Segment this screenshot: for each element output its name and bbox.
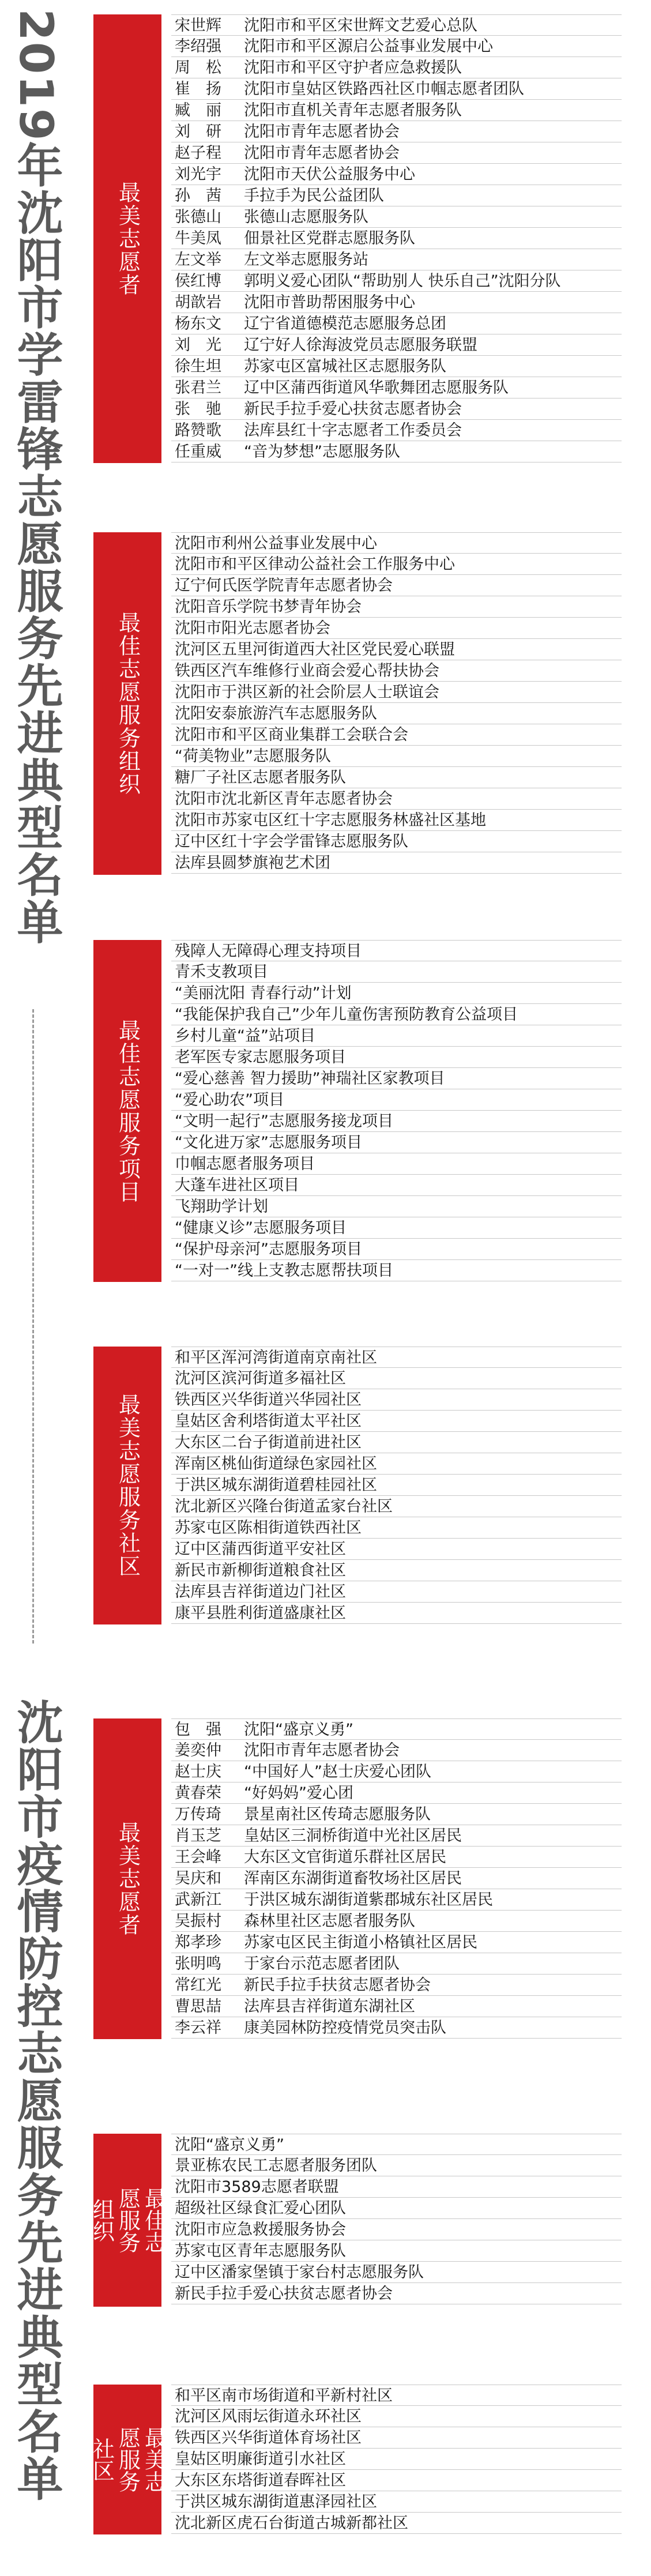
project-name: 大蓬车进社区项目 — [175, 1176, 299, 1194]
volunteer-unit: 大东区文官街道乐群社区居民 — [244, 1848, 446, 1866]
volunteer-name: 万传琦 — [175, 1806, 221, 1823]
project-name: 青禾支教项目 — [175, 963, 268, 981]
volunteer-unit: 张德山志愿服务队 — [244, 208, 368, 226]
community-name: 沈北新区虎石台街道古城新都社区 — [175, 2514, 408, 2532]
list-item — [171, 1368, 622, 1389]
list-item — [171, 1475, 622, 1496]
list-item — [171, 596, 622, 618]
volunteer-name: 徐生坦 — [175, 358, 221, 375]
list-item — [171, 703, 622, 724]
list-item — [171, 660, 622, 682]
volunteer-name: 常红光 — [175, 1976, 221, 1994]
list-item — [171, 1889, 622, 1911]
section-epidemic-communities — [89, 2385, 622, 2534]
list-item — [171, 1782, 622, 1804]
project-name: “健康义诊”志愿服务项目 — [175, 1219, 347, 1237]
entry-list — [171, 1347, 622, 1624]
section-label-box — [93, 940, 161, 1282]
volunteer-name: 李云祥 — [175, 2019, 221, 2037]
list-item — [171, 810, 622, 831]
list-item — [171, 746, 622, 767]
list-item — [171, 1175, 622, 1196]
project-name: 巾帼志愿者服务项目 — [175, 1155, 315, 1173]
list-item — [171, 441, 622, 462]
organization-name: 沈阳市和平区律动公益社会工作服务中心 — [175, 555, 455, 573]
volunteer-unit: 沈阳市青年志愿者协会 — [244, 1742, 400, 1759]
volunteer-unit: 郭明义爱心团队“帮助别人 快乐自己”沈阳分队 — [244, 272, 561, 290]
list-item — [171, 36, 622, 57]
organization-name: 沈阳安泰旅游汽车志愿服务队 — [175, 705, 377, 723]
volunteer-name: 左文举 — [175, 251, 221, 269]
volunteer-unit: 沈阳市和平区守护者应急救援队 — [244, 59, 462, 77]
organization-name: 辽中区红十字会学雷锋志愿服务队 — [175, 833, 408, 851]
volunteer-unit: 于家台示范志愿者团队 — [244, 1955, 400, 1973]
volunteer-name: 吴庆和 — [175, 1870, 221, 1887]
list-item — [171, 1539, 622, 1560]
community-name: 新民市新柳街道粮食社区 — [175, 1562, 346, 1580]
project-name: “文化进万家”志愿服务项目 — [175, 1134, 362, 1152]
list-item — [171, 2406, 622, 2427]
section-epidemic-volunteers — [93, 1718, 622, 2039]
volunteer-name: 吴振村 — [175, 1912, 221, 1930]
volunteer-unit: “音为梦想”志愿服务队 — [244, 443, 400, 461]
list-item — [171, 2513, 622, 2534]
list-item — [171, 206, 622, 228]
volunteer-name: 武新江 — [175, 1891, 221, 1909]
community-name: 大东区东塔街道春晖社区 — [175, 2472, 346, 2489]
list-item — [171, 831, 622, 852]
list-item — [171, 14, 622, 36]
list-item — [171, 57, 622, 78]
community-name: 沈河区滨河街道多福社区 — [175, 1370, 346, 1387]
list-item — [171, 2155, 622, 2176]
list-item — [171, 100, 622, 121]
list-item — [171, 2449, 622, 2470]
organization-name: “荷美物业”志愿服务队 — [175, 747, 331, 765]
list-item — [171, 2491, 622, 2513]
section-label-box — [93, 1718, 161, 2039]
list-item — [171, 2219, 622, 2240]
volunteer-unit: 辽宁好人徐海波党员志愿服务联盟 — [244, 336, 477, 354]
list-item — [171, 2017, 622, 2039]
list-item — [171, 142, 622, 164]
community-name: 于洪区城东湖街道惠泽园社区 — [175, 2493, 377, 2511]
volunteer-unit: 左文举志愿服务站 — [244, 251, 368, 269]
list-item — [171, 1347, 622, 1368]
page-title-epidemic: 沈阳市疫情防控志愿服务先进典型名单 — [9, 1698, 63, 2502]
list-item — [171, 639, 622, 660]
section-label: 最美志愿服务社区 — [89, 2427, 167, 2492]
community-name: 苏家屯区陈相街道铁西社区 — [175, 1519, 362, 1537]
list-item — [171, 1868, 622, 1889]
list-item — [171, 2176, 622, 2198]
organization-name: 法库县圆梦旗袍艺术团 — [175, 854, 330, 872]
list-item — [171, 228, 622, 249]
list-item — [171, 1517, 622, 1539]
community-name: 和平区南市场街道和平新村社区 — [175, 2387, 393, 2405]
list-item — [171, 2283, 622, 2304]
list-item — [171, 1239, 622, 1260]
list-item — [171, 724, 622, 746]
list-item — [171, 1953, 622, 1975]
volunteer-name: 郑孝珍 — [175, 1934, 221, 1951]
volunteer-name: 张 驰 — [175, 400, 221, 418]
section-best-communities-2019 — [93, 1347, 622, 1624]
organization-name: 沈阳音乐学院书梦青年协会 — [175, 598, 362, 616]
project-name: 乡村儿童“益”站项目 — [175, 1027, 315, 1045]
list-item — [171, 575, 622, 596]
organization-name: 沈阳市于洪区新的社会阶层人士联谊会 — [175, 683, 439, 701]
volunteer-unit: 沈阳市直机关青年志愿者服务队 — [244, 101, 462, 119]
volunteer-name: 路赞歌 — [175, 422, 221, 439]
list-item — [171, 1389, 622, 1411]
section-label: 最美志愿者 — [115, 1821, 141, 1936]
list-item — [171, 1153, 622, 1175]
volunteer-name: 李绍强 — [175, 37, 221, 55]
community-name: 皇姑区舍利塔街道太平社区 — [175, 1412, 362, 1430]
list-item — [171, 1089, 622, 1111]
list-item — [171, 852, 622, 874]
list-item — [171, 2385, 622, 2406]
list-item — [171, 682, 622, 703]
organization-name: 沈阳市利州公益事业发展中心 — [175, 535, 377, 552]
project-name: “美丽沈阳 青春行动”计划 — [175, 984, 352, 1002]
volunteer-unit: 沈阳市普助帮困服务中心 — [244, 294, 415, 311]
volunteer-unit: 新民手拉手爱心扶贫志愿者协会 — [244, 400, 462, 418]
section-label: 最美志愿服务社区 — [115, 1393, 141, 1578]
organization-name: 苏家屯区青年志愿服务队 — [175, 2242, 346, 2260]
list-item — [171, 1932, 622, 1953]
list-item — [171, 2198, 622, 2219]
project-name: 飞翔助学计划 — [175, 1198, 268, 1216]
volunteer-unit: 苏家屯区民主街道小格镇社区居民 — [244, 1934, 477, 1951]
section-label-box — [89, 2385, 167, 2534]
list-item — [171, 961, 622, 983]
volunteer-unit: 森林里社区志愿者服务队 — [244, 1912, 415, 1930]
list-item — [171, 2240, 622, 2262]
list-item — [171, 2470, 622, 2491]
list-item — [171, 377, 622, 398]
entry-list — [171, 2134, 622, 2307]
list-item — [171, 554, 622, 575]
volunteer-unit: 沈阳市皇姑区铁路西社区巾帼志愿者团队 — [244, 80, 524, 98]
section-label-box — [93, 532, 161, 875]
volunteer-name: 张君兰 — [175, 379, 221, 397]
section-label: 最佳志愿服务组织 — [115, 611, 141, 796]
organization-name: 超级社区绿食汇爱心团队 — [175, 2199, 346, 2217]
volunteer-name: 肖玉芝 — [175, 1827, 221, 1845]
volunteer-name: 赵士庆 — [175, 1763, 221, 1781]
community-name: 法库县吉祥街道边门社区 — [175, 1583, 346, 1601]
community-name: 皇姑区明廉街道引水社区 — [175, 2450, 346, 2468]
organization-name: 沈阳市应急救援服务协会 — [175, 2221, 346, 2239]
list-item — [171, 1132, 622, 1153]
list-item — [171, 2134, 622, 2155]
project-name: “一对一”线上支教志愿帮扶项目 — [175, 1262, 393, 1280]
organization-name: 沈阳市和平区商业集群工会联合会 — [175, 726, 408, 744]
volunteer-name: 赵子程 — [175, 144, 221, 162]
list-item — [171, 1004, 622, 1025]
section-epidemic-organizations — [89, 2134, 622, 2307]
community-name: 铁西区兴华街道体育场社区 — [175, 2429, 362, 2447]
volunteer-unit: 于洪区城东湖街道紫郡城东社区居民 — [244, 1891, 493, 1909]
community-name: 于洪区城东湖街道碧桂园社区 — [175, 1476, 377, 1494]
dashed-divider — [32, 1009, 34, 1644]
volunteer-name: 包 强 — [175, 1721, 221, 1739]
entry-list — [171, 1718, 622, 2039]
list-item — [171, 1217, 622, 1239]
volunteer-name: 刘光宇 — [175, 166, 221, 183]
organization-name: 沈阳市苏家屯区红十字志愿服务林盛社区基地 — [175, 811, 486, 829]
project-name: “保护母亲河”志愿服务项目 — [175, 1240, 362, 1258]
volunteer-unit: 新民手拉手扶贫志愿者协会 — [244, 1976, 431, 1994]
page-title-2019: 2019年沈阳市学雷锋志愿服务先进典型名单 — [9, 9, 63, 946]
project-name: “文明一起行”志愿服务接龙项目 — [175, 1112, 393, 1130]
list-item — [171, 164, 622, 185]
volunteer-name: 侯红博 — [175, 272, 221, 290]
volunteer-name: 周 松 — [175, 59, 221, 77]
list-item — [171, 1581, 622, 1603]
project-name: 残障人无障碍心理支持项目 — [175, 942, 362, 960]
list-item — [171, 1111, 622, 1132]
list-item — [171, 983, 622, 1004]
volunteer-name: 黄春荣 — [175, 1784, 221, 1802]
organization-name: 沈阳市沈北新区青年志愿者协会 — [175, 790, 393, 808]
list-item — [171, 618, 622, 639]
list-item — [171, 78, 622, 100]
volunteer-unit: 辽宁省道德模范志愿服务总团 — [244, 315, 446, 333]
section-label: 最佳志愿服务项目 — [115, 1018, 141, 1204]
list-item — [171, 767, 622, 788]
section-best-volunteers-2019 — [93, 14, 622, 463]
organization-name: 沈阳市3589志愿者联盟 — [175, 2178, 339, 2196]
volunteer-unit: 手拉手为民公益团队 — [244, 187, 384, 205]
project-name: “我能保护我自己”少年儿童伤害预防教育公益项目 — [175, 1006, 518, 1024]
list-item — [171, 1603, 622, 1624]
list-item — [171, 420, 622, 441]
organization-name: 铁西区汽车维修行业商会爱心帮扶协会 — [175, 662, 439, 680]
volunteer-unit: “好妈妈”爱心团 — [244, 1784, 353, 1802]
organization-name: 景亚栋农民工志愿者服务团队 — [175, 2157, 377, 2175]
project-name: “爱心慈善 智力援助”神瑞社区家教项目 — [175, 1070, 445, 1088]
list-item — [171, 1432, 622, 1453]
list-item — [171, 313, 622, 334]
community-name: 大东区二台子街道前进社区 — [175, 1434, 362, 1451]
volunteer-unit: 沈阳市天伏公益服务中心 — [244, 166, 415, 183]
community-name: 和平区浑河湾街道南京南社区 — [175, 1349, 377, 1367]
volunteer-unit: 沈阳市青年志愿者协会 — [244, 123, 400, 141]
entry-list — [171, 2385, 622, 2534]
volunteer-name: 王会峰 — [175, 1848, 221, 1866]
volunteer-unit: 康美园林防控疫情党员突击队 — [244, 2019, 446, 2037]
volunteer-name: 刘 光 — [175, 336, 221, 354]
organization-name: 沈阳市阳光志愿者协会 — [175, 619, 330, 637]
section-best-projects-2019 — [93, 940, 622, 1282]
volunteer-name: 张德山 — [175, 208, 221, 226]
volunteer-unit: 法库县吉祥街道东湖社区 — [244, 1998, 415, 2015]
community-name: 辽中区蒲西街道平安社区 — [175, 1540, 346, 1558]
organization-name: 辽中区潘家堡镇于家台村志愿服务队 — [175, 2263, 424, 2281]
list-item — [171, 1025, 622, 1047]
list-item — [171, 270, 622, 292]
list-item — [171, 1718, 622, 1740]
list-item — [171, 940, 622, 961]
list-item — [171, 1196, 622, 1217]
section-label-box — [93, 14, 161, 463]
community-name: 浑南区桃仙街道绿色家园社区 — [175, 1455, 377, 1473]
organization-name: 沈阳“盛京义勇” — [175, 2136, 284, 2154]
volunteer-name: 姜奕仲 — [175, 1742, 221, 1759]
list-item — [171, 1496, 622, 1517]
list-item — [171, 1825, 622, 1847]
volunteer-unit: 皇姑区三洞桥街道中光社区居民 — [244, 1827, 462, 1845]
organization-name: 辽宁何氏医学院青年志愿者协会 — [175, 577, 393, 595]
list-item — [171, 788, 622, 810]
volunteer-unit: 沈阳市青年志愿者协会 — [244, 144, 400, 162]
volunteer-name: 臧 丽 — [175, 101, 221, 119]
list-item — [171, 1453, 622, 1475]
list-item — [171, 1047, 622, 1068]
list-item — [171, 356, 622, 377]
list-item — [171, 334, 622, 356]
volunteer-unit: 浑南区东湖街道畜牧场社区居民 — [244, 1870, 462, 1887]
volunteer-name: 胡歆岩 — [175, 294, 221, 311]
list-item — [171, 1068, 622, 1089]
volunteer-unit: 沈阳“盛京义勇” — [244, 1721, 353, 1739]
volunteer-name: 曹思喆 — [175, 1998, 221, 2015]
section-label: 最美志愿者 — [115, 181, 141, 296]
section-best-organizations-2019 — [93, 532, 622, 875]
section-label-box — [89, 2134, 167, 2307]
community-name: 康平县胜利街道盛康社区 — [175, 1604, 346, 1622]
volunteer-unit: 沈阳市和平区宋世辉文艺爱心总队 — [244, 17, 477, 35]
list-item — [171, 292, 622, 313]
volunteer-name: 宋世辉 — [175, 17, 221, 35]
volunteer-unit: 辽中区蒲西街道风华歌舞团志愿服务队 — [244, 379, 509, 397]
list-item — [171, 1996, 622, 2017]
section-label-box — [93, 1347, 161, 1624]
organization-name: 沈河区五里河街道西大社区党民爱心联盟 — [175, 641, 455, 659]
list-item — [171, 185, 622, 206]
list-item — [171, 1847, 622, 1868]
volunteer-name: 刘 研 — [175, 123, 221, 141]
list-item — [171, 2427, 622, 2449]
volunteer-name: 牛美凤 — [175, 230, 221, 247]
list-item — [171, 1560, 622, 1581]
list-item — [171, 1911, 622, 1932]
list-item — [171, 121, 622, 142]
volunteer-name: 崔 扬 — [175, 80, 221, 98]
section-label: 最佳志愿服务组织 — [89, 2187, 167, 2253]
community-name: 沈河区风雨坛街道永环社区 — [175, 2408, 362, 2425]
organization-name: 新民手拉手爱心扶贫志愿者协会 — [175, 2285, 393, 2303]
community-name: 沈北新区兴隆台街道孟家台社区 — [175, 1498, 393, 1515]
volunteer-unit: 佃景社区党群志愿服务队 — [244, 230, 415, 247]
volunteer-unit: 景星南社区传琦志愿服务队 — [244, 1806, 431, 1823]
volunteer-name: 任重威 — [175, 443, 221, 461]
entry-list — [171, 940, 622, 1282]
community-name: 铁西区兴华街道兴华园社区 — [175, 1391, 362, 1409]
volunteer-name: 杨东文 — [175, 315, 221, 333]
list-item — [171, 1804, 622, 1825]
organization-name: 糖厂子社区志愿者服务队 — [175, 769, 346, 787]
volunteer-unit: “中国好人”赵士庆爱心团队 — [244, 1763, 431, 1781]
list-item — [171, 1975, 622, 1996]
entry-list — [171, 532, 622, 875]
list-item — [171, 532, 622, 554]
list-item — [171, 1740, 622, 1761]
list-item — [171, 249, 622, 270]
entry-list — [171, 14, 622, 463]
volunteer-unit: 法库县红十字志愿者工作委员会 — [244, 422, 462, 439]
project-name: 老军医专家志愿服务项目 — [175, 1048, 346, 1066]
list-item — [171, 398, 622, 420]
project-name: “爱心助农”项目 — [175, 1091, 284, 1109]
list-item — [171, 1761, 622, 1782]
list-item — [171, 1411, 622, 1432]
volunteer-unit: 苏家屯区富城社区志愿服务队 — [244, 358, 446, 375]
volunteer-unit: 沈阳市和平区源启公益事业发展中心 — [244, 37, 493, 55]
volunteer-name: 孙 茜 — [175, 187, 221, 205]
list-item — [171, 1260, 622, 1281]
volunteer-name: 张明鸣 — [175, 1955, 221, 1973]
list-item — [171, 2262, 622, 2283]
